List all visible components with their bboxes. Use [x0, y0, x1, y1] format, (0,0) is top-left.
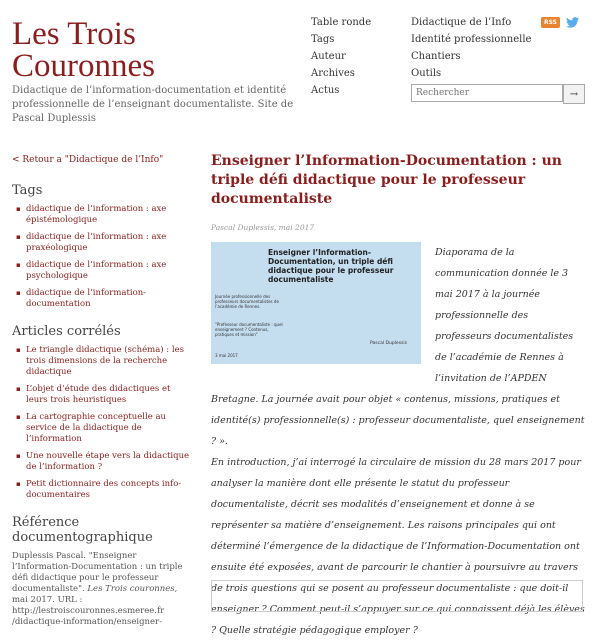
tags-list: [12, 204, 192, 310]
embedded-frame: [211, 580, 583, 612]
sidebar: [12, 155, 192, 628]
nav-item-outils[interactable]: Outils: [411, 68, 442, 79]
reference-text: Duplessis Pascal. "Enseigner l’Information-Documentation : un triple défi didactique pour le professeur documentaliste". Les Trois couronnes, mai 2017. URL : http://lestroiscouronnes.esmeree.fr /didactique-information/enseigner-: [12, 551, 183, 627]
related-articles-heading: Articles corrélés: [12, 324, 121, 339]
related-article-item[interactable]: ▪ Le triangle didactique (schéma) : les trois dimensions de la recherche didactique: [26, 345, 192, 378]
related-article-item[interactable]: ▪ Petit dictionnaire des concepts info-documentaires: [26, 479, 192, 501]
site-title[interactable]: Les Trois Couronnes: [12, 16, 155, 84]
back-link[interactable]: < Retour a "Didactique de l’Info": [12, 155, 164, 165]
slideshow-thumbnail[interactable]: Enseigner l’Information-Documentation, un triple défi didactique pour le professeur documentaliste Journée professionnelle des professeurs documentalistes de l’académie de Rennes. "Professeur documentaliste : quel enseignement ? Contenus, pratiques et mission" Pascal Duplessis 3 mai 2017: [211, 242, 421, 364]
nav-item-auteur[interactable]: Auteur: [311, 51, 346, 62]
tag-item[interactable]: ▪ didactique de l’information : axe épistémologique: [26, 204, 192, 226]
twitter-icon[interactable]: [566, 17, 579, 28]
nav-item-chantiers[interactable]: Chantiers: [411, 51, 461, 62]
tags-heading: Tags: [12, 183, 43, 198]
tag-item[interactable]: ▪ didactique de l’information-documentation: [26, 288, 192, 310]
main-nav-secondary: [411, 14, 531, 82]
site-header: [0, 0, 600, 140]
rss-icon[interactable]: RSS: [541, 17, 560, 28]
nav-item-archives[interactable]: Archives: [311, 68, 355, 79]
related-article-item[interactable]: ▪ La cartographie conceptuelle au service de la didactique de l’information: [26, 412, 192, 445]
nav-item-didactique[interactable]: Didactique de l’Info: [411, 17, 512, 28]
post-paragraph: En introduction, j’ai interrogé la circulaire de mission du 28 mars 2017 pour analyser la manière dont elle présente le statut du professeur documentaliste, décrit ses modalités d’enseignement et donne à se représenter sa matière d’enseignement. Les raisons principales qui ont déterminé l’émergence de la didactique de l’Information-Documentation ont ensuite été exposées, avant de parcourir le chantier à poursuivre au travers de trois questions qui se posent au professeur documentaliste : que doit-il enseigner ? Comment peut-il s’appuyer sur ce qui connaissent déjà les élèves ? Quelle stratégie pédagogique employer ?: [211, 457, 585, 636]
site-description: Didactique de l’information-documentation et identité professionnelle de l’enseignant documentaliste. Site de Pascal Duplessis: [12, 85, 294, 124]
nav-item-identite[interactable]: Identité professionnelle: [411, 34, 532, 45]
social-icons: [541, 17, 579, 28]
reference-heading: Référence documentographique: [12, 515, 153, 545]
main-nav-primary: [311, 14, 371, 99]
search-form: [411, 84, 586, 102]
tag-item[interactable]: ▪ didactique de l’information : axe psychologique: [26, 260, 192, 282]
related-articles-list: [12, 345, 192, 501]
post-intro: Diaporama de la communication donnée le 3 mai 2017 à la journée professionnelle des professeurs documentalistes de l’académie de Rennes à l’invitation de l’APDEN Bretagne. La journée avait pour objet « contenus, missions, pratiques et identité(s) professionnelle(s) : professeur documentaliste, quel enseignement ? ».: [211, 247, 585, 447]
search-input[interactable]: [411, 84, 563, 102]
post-meta: Pascal Duplessis, mai 2017: [211, 223, 315, 232]
nav-item-tags[interactable]: Tags: [311, 34, 335, 45]
post-title: Enseigner l’Information-Documentation : un triple défi didactique pour le professeur documentaliste: [211, 153, 562, 207]
main-content: [211, 152, 586, 641]
nav-item-table-ronde[interactable]: Table ronde: [311, 17, 372, 28]
tag-item[interactable]: ▪ didactique de l’information : axe praxéologique: [26, 232, 192, 254]
search-button[interactable]: →: [563, 84, 585, 104]
related-article-item[interactable]: ▪ L’objet d’étude des didactiques et leurs trois heuristiques: [26, 384, 192, 406]
nav-item-actus[interactable]: Actus: [311, 85, 340, 96]
related-article-item[interactable]: ▪ Une nouvelle étape vers la didactique de l’information ?: [26, 451, 192, 473]
